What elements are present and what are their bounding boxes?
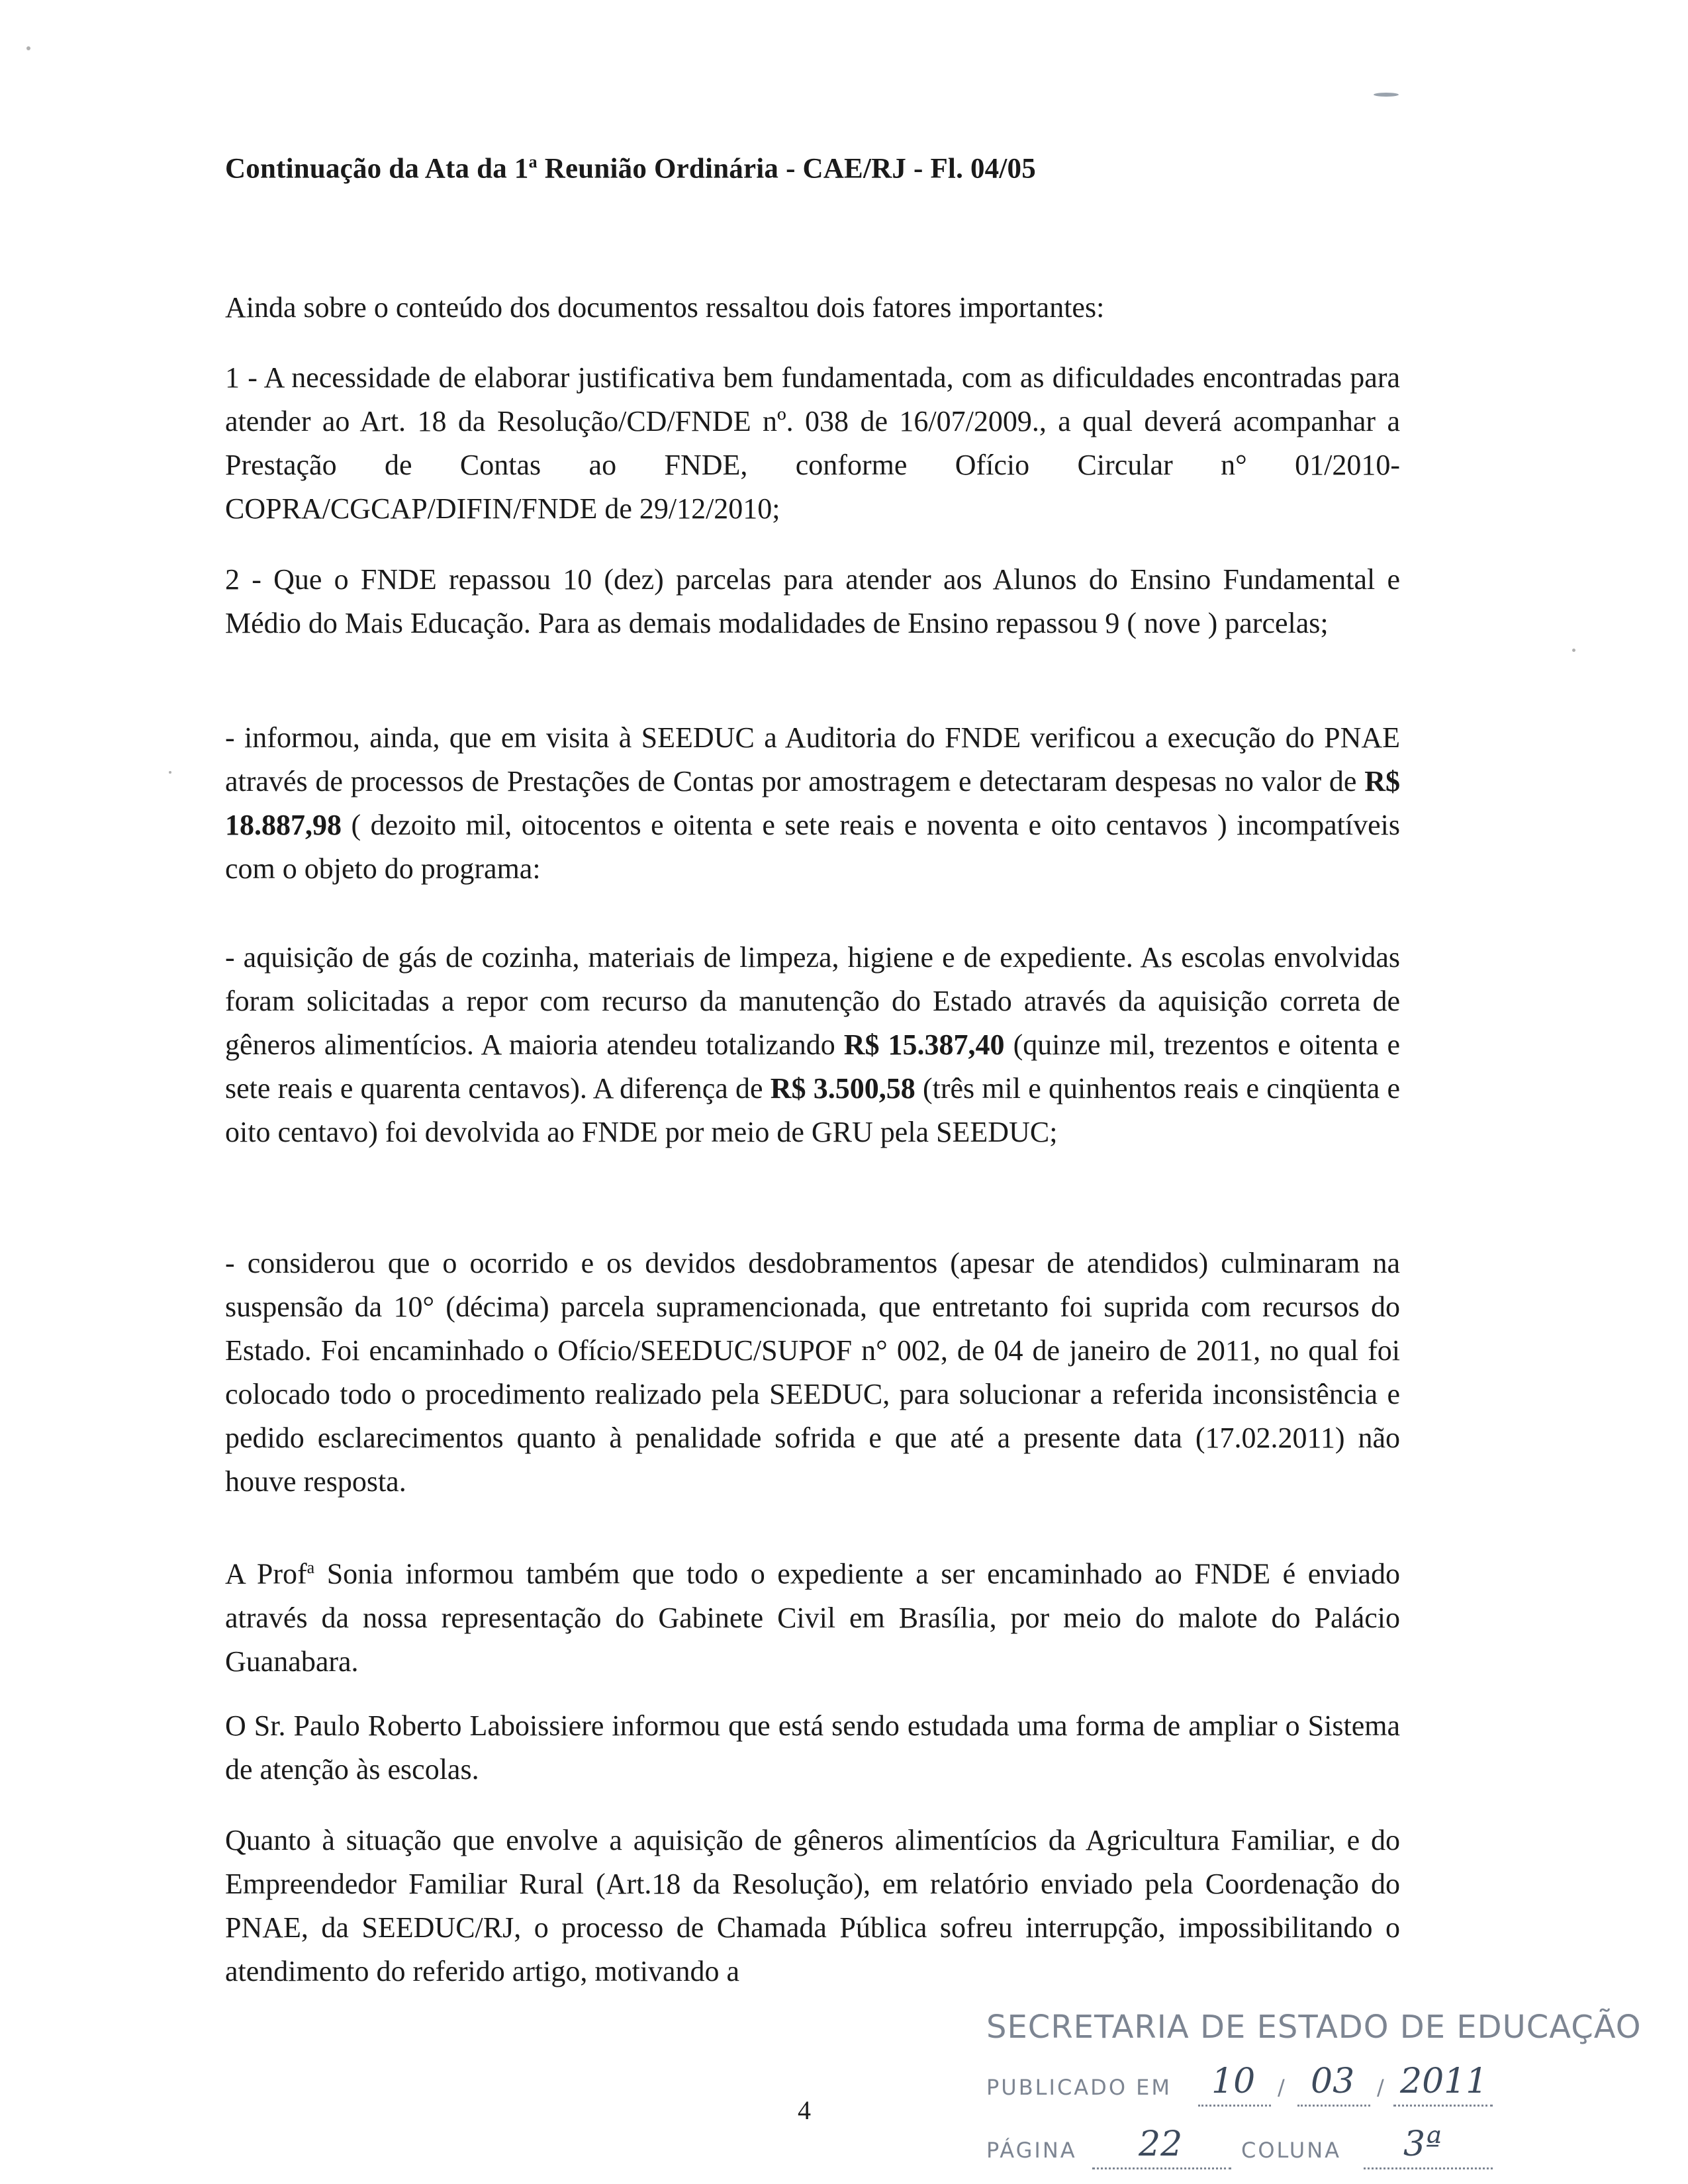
paragraph-family-agriculture: Quanto à situação que envolve a aquisição de gêneros alimentícios da Agricultura Familiar, e do Empreendedor Familiar Rural (Art.18 da Resolução), em relatório enviado pela Coordenação do PNAE, da SEEDUC/RJ, o processo de Chamada Pública sofreu interrupção, impossibilitando o atendimento do referido artigo, motivando a: [225, 1824, 1400, 1987]
scan-mark: [1374, 93, 1399, 97]
paragraph-item-1: 1 - A necessidade de elaborar justificativa bem fundamentada, com as dificuldades encontradas para atender ao Art. 18 da Resolução/CD/FNDE nº. 038 de 16/07/2009., a qual deverá acompanhar a Prestação de Contas ao FNDE, conforme Ofício Circular n° 01/2010-COPRA/CGCAP/DIFIN/FNDE de 29/12/2010;: [225, 361, 1400, 525]
stamp-page-line: [1092, 2167, 1231, 2169]
audit-text-end: ( dezoito mil, oitocentos e oitenta e sete reais e noventa e oito centavos ) incompatíveis com o objeto do programa:: [225, 809, 1400, 885]
stamp-published-year: 2011: [1400, 2062, 1488, 2101]
acquisition-amount-total: R$ 15.387,40: [843, 1028, 1005, 1061]
acquisition-amount-difference: R$ 3.500,58: [770, 1072, 915, 1105]
scan-speck: [1572, 649, 1575, 652]
page-header: [225, 152, 1417, 185]
acquisition-text-middle: (quinze mil, trezentos e oitenta e sete reais e quarenta centavos). A diferença de: [225, 1028, 1401, 1105]
scan-speck: [26, 46, 30, 50]
page-number: 4: [798, 2095, 811, 2125]
header-ordinal: a: [528, 152, 538, 171]
stamp-day-line: [1198, 2105, 1271, 2107]
stamp-column-line: [1364, 2167, 1493, 2169]
stamp-column-value: 3ª: [1403, 2124, 1442, 2164]
stamp-published-day: 10: [1211, 2062, 1256, 2101]
paragraph-acquisition: [225, 936, 1400, 1154]
stamp-title: SECRETARIA DE ESTADO DE EDUCAÇÃO: [986, 2009, 1642, 2046]
prof-sonia-text-start: A Prof: [225, 1557, 307, 1590]
header-prefix: Continuação da Ata da 1: [225, 153, 529, 185]
paragraph-considered: - considerou que o ocorrido e os devidos desdobramentos (apesar de atendidos) culminaram na suspensão da 10° (décima) parcela supramencionada, que entretanto foi suprida com recursos do Estado. Foi encaminhado o Ofício/SEEDUC/SUPOF n° 002, de 04 de janeiro de 2011, no qual foi colocado todo o procedimento realizado pela SEEDUC, para solucionar a referida inconsistência e pedido esclarecimentos quanto à penalidade sofrida e que até a presente data (17.02.2011) não houve resposta.: [225, 1247, 1400, 1498]
paragraph-audit: [225, 716, 1400, 891]
stamp-page-value: 22: [1139, 2124, 1183, 2164]
stamp-month-line: [1297, 2105, 1370, 2107]
paragraph-prof-sonia: [225, 1546, 1400, 1684]
stamp-slash-1: /: [1278, 2075, 1287, 2100]
stamp-published-month: 03: [1311, 2062, 1355, 2101]
stamp-year-line: [1393, 2105, 1493, 2107]
audit-text-start: - informou, ainda, que em visita à SEEDUC a Auditoria do FNDE verificou a execução do PNAE através de processos de Prestações de Contas por amostragem e detectaram despesas no valor de: [225, 721, 1400, 797]
audit-amount: R$ 18.887,98: [225, 765, 1400, 841]
prof-sonia-text-end: Sonia informou também que todo o expediente a ser encaminhado ao FNDE é enviado através da nossa representação do Gabinete Civil em Brasília, por meio do malote do Palácio Guanabara.: [225, 1557, 1401, 1678]
paragraph-item-2: 2 - Que o FNDE repassou 10 (dez) parcelas para atender aos Alunos do Ensino Fundamental e Médio do Mais Educação. Para as demais modalidades de Ensino repassou 9 ( nove ) parcelas;: [225, 563, 1400, 639]
publication-stamp: [986, 2009, 1642, 2181]
prof-ordinal: a: [306, 1558, 315, 1577]
stamp-published-label: PUBLICADO EM: [986, 2075, 1172, 2100]
header-rest: Reunião Ordinária - CAE/RJ - Fl. 04/05: [537, 153, 1036, 185]
stamp-column-label: COLUNA: [1241, 2138, 1342, 2163]
acquisition-text-start: - aquisição de gás de cozinha, materiais de limpeza, higiene e de expediente. As escolas envolvidas foram solicitadas a repor com recurso da manutenção do Estado através da aquisição correta de gêneros alimentícios. A maioria atendeu totalizando: [225, 941, 1400, 1061]
acquisition-text-end: (três mil e quinhentos reais e cinqüenta e oito centavo) foi devolvida ao FNDE por meio de GRU pela SEEDUC;: [225, 1072, 1401, 1148]
stamp-slash-2: /: [1377, 2075, 1386, 2100]
paragraph-intro: Ainda sobre o conteúdo dos documentos ressaltou dois fatores importantes:: [225, 291, 1105, 324]
paragraph-paulo-roberto: O Sr. Paulo Roberto Laboissiere informou que está sendo estudada uma forma de ampliar o Sistema de atenção às escolas.: [225, 1709, 1400, 1786]
scan-speck: [169, 771, 171, 774]
stamp-page-label: PÁGINA: [986, 2138, 1077, 2163]
